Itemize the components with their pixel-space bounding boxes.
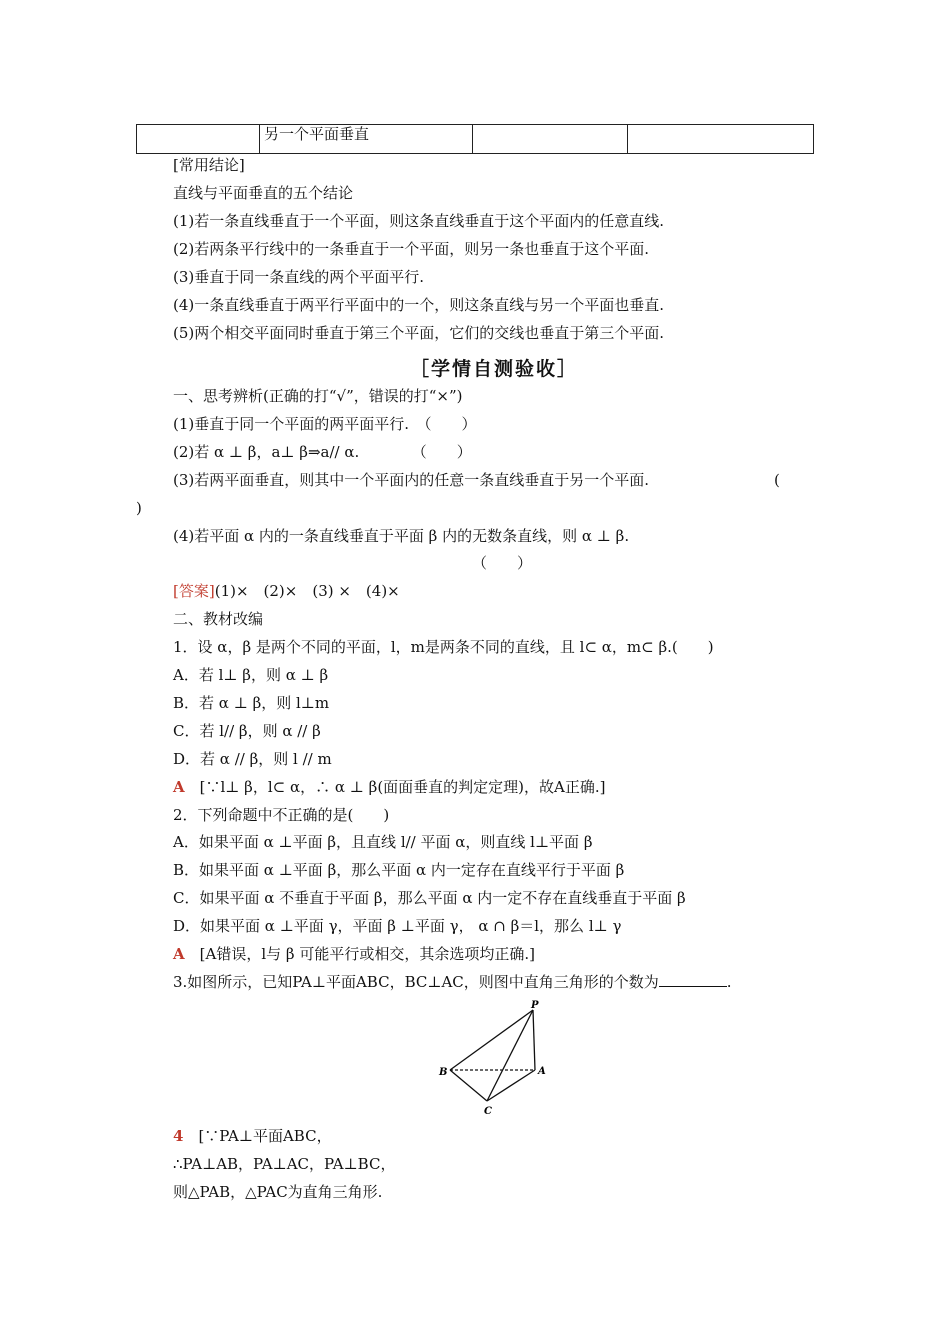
- problem-3-explain-line: [∵PA⊥平面ABC，: [198, 1127, 332, 1145]
- table-row: [137, 125, 814, 154]
- problem-1-option-d: D．若 α // β，则 l // m: [173, 750, 332, 768]
- conclusions-heading: [常用结论]: [173, 156, 245, 174]
- section-banner: ［学情自测验收］: [410, 358, 579, 380]
- edge-pc: [487, 1010, 533, 1101]
- problem-3-answer-row: [173, 1126, 332, 1146]
- part1-title: 一、思考辨析(正确的打“√”，错误的打“×”): [173, 387, 463, 405]
- problem-1-explain: [∵l⊥ β，l⊂ α，∴ α ⊥ β(面面垂直的判定定理)，故A正确.]: [199, 778, 606, 796]
- problem-3-stem-end: .: [726, 973, 732, 991]
- problem-2-stem: 2．下列命题中不正确的是( ): [173, 806, 390, 824]
- table-cell: [137, 125, 260, 154]
- conclusions-title: 直线与平面垂直的五个结论: [173, 184, 354, 202]
- problem-2-option-c: C．如果平面 α 不垂直于平面 β，那么平面 α 内一定不存在直线垂直于平面 β: [173, 889, 686, 907]
- conclusion-item: (4)一条直线垂直于两平行平面中的一个，则这条直线与另一个平面也垂直.: [173, 296, 665, 314]
- table-cell: 另一个平面垂直: [260, 125, 473, 154]
- edge-pa: [533, 1010, 535, 1070]
- conclusion-item: (2)若两条平行线中的一条垂直于一个平面，则另一条也垂直于这个平面.: [173, 240, 650, 258]
- problem-3-explain-line: ∴PA⊥AB，PA⊥AC，PA⊥BC，: [173, 1155, 396, 1173]
- problem-3-answer: 4: [173, 1127, 184, 1145]
- vertex-label-c: C: [484, 1106, 492, 1117]
- conclusion-item: (5)两个相交平面同时垂直于第三个平面，它们的交线也垂直于第三个平面.: [173, 324, 665, 342]
- answer-text: (1)× (2)× (3) × (4)×: [214, 582, 400, 600]
- judge-item-3: (3)若两平面垂直，则其中一个平面内的任意一条直线垂直于另一个平面.: [173, 471, 650, 489]
- problem-2-answer-row: [173, 944, 535, 964]
- edge-bc: [450, 1070, 487, 1101]
- answer-row: [173, 581, 400, 601]
- problem-1-answer-row: [173, 777, 606, 797]
- answer-label: [答案]: [173, 582, 215, 600]
- judge-item-1: (1)垂直于同一个平面的两平面平行. （ ）: [173, 415, 477, 433]
- problem-1-option-a: A．若 l⊥ β，则 α ⊥ β: [173, 666, 329, 684]
- table-cell: [628, 125, 814, 154]
- problem-2-option-a: A．如果平面 α ⊥平面 β，且直线 l// 平面 α，则直线 l⊥平面 β: [173, 833, 593, 851]
- problem-2-answer: A: [173, 945, 185, 963]
- problem-2-option-b: B．如果平面 α ⊥平面 β，那么平面 α 内一定存在直线平行于平面 β: [173, 861, 625, 879]
- problem-2-option-d: D．如果平面 α ⊥平面 γ，平面 β ⊥平面 γ， α ∩ β＝l，那么 l⊥ γ: [173, 917, 622, 935]
- vertex-label-p: P: [531, 1000, 539, 1011]
- edge-pb: [450, 1010, 533, 1070]
- conclusion-item: (3)垂直于同一条直线的两个平面平行.: [173, 268, 425, 286]
- problem-1-option-c: C．若 l// β，则 α // β: [173, 722, 321, 740]
- problem-3-stem: 3.如图所示，已知PA⊥平面ABC，BC⊥AC，则图中直角三角形的个数为: [173, 973, 659, 991]
- problem-2-explain: [A错误，l与 β 可能平行或相交，其余选项均正确.]: [199, 945, 535, 963]
- problem-1-answer: A: [173, 778, 185, 796]
- table-cell: [473, 125, 628, 154]
- judge-item-4: (4)若平面 α 内的一条直线垂直于平面 β 内的无数条直线，则 α ⊥ β.: [173, 527, 630, 545]
- vertex-label-a: A: [538, 1066, 546, 1077]
- vertex-label-b: B: [439, 1067, 448, 1078]
- problem-1-option-b: B．若 α ⊥ β，则 l⊥m: [173, 694, 330, 712]
- part2-title: 二、教材改编: [173, 610, 264, 628]
- problem-1-stem: 1．设 α，β 是两个不同的平面，l，m是两条不同的直线，且 l⊂ α，m⊂ β.( ): [173, 638, 714, 656]
- judge-item-2: (2)若 α ⊥ β，a⊥ β⇒a// α. （ ）: [173, 443, 472, 461]
- judge-item-3-paren-open: (: [774, 471, 780, 489]
- answer-blank: [659, 972, 727, 987]
- problem-3-stem-row: [173, 972, 732, 992]
- table-fragment: [136, 124, 814, 154]
- conclusion-item: (1)若一条直线垂直于一个平面，则这条直线垂直于这个平面内的任意直线.: [173, 212, 665, 230]
- judge-item-3-paren-close: ): [136, 499, 142, 517]
- problem-3-explain-line: 则△PAB，△PAC为直角三角形.: [173, 1183, 383, 1201]
- judge-item-4-paren: （ ）: [472, 554, 533, 572]
- tetrahedron-figure: [430, 998, 550, 1118]
